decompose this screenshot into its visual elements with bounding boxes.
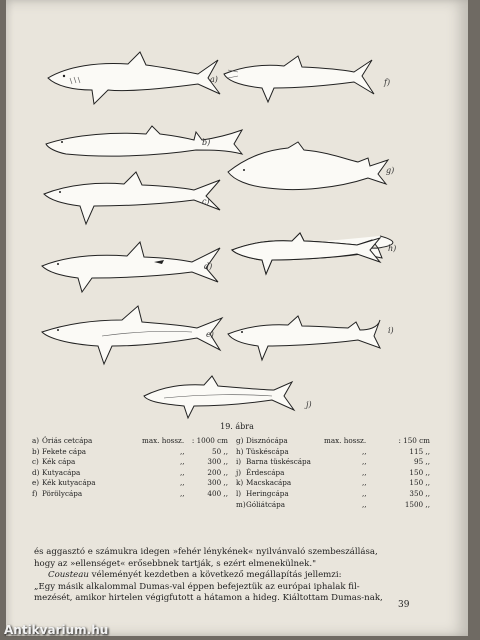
legend-value: 95 ,, (414, 457, 430, 467)
figure-label-c: c) (202, 197, 210, 206)
legend-row (32, 489, 232, 500)
shark-b-illustration (46, 126, 242, 156)
legend-name: a) (32, 436, 40, 445)
shark-f-illustration (224, 56, 374, 102)
legend-mid: ,, (180, 446, 185, 456)
legend-value: 350 ,, (409, 488, 430, 498)
figure-label-h: h) (388, 244, 397, 253)
legend-value: 400 ,, (207, 488, 228, 498)
legend-mid: ,, (362, 446, 367, 456)
legend-mid: max. hossz. (324, 436, 367, 445)
legend-name: Érdescápa (246, 467, 285, 477)
shark-c-illustration (44, 172, 220, 224)
figure-label-a: a) (210, 75, 218, 84)
legend-name: Heringcápa (246, 488, 289, 498)
legend-name: Kutyacápa (42, 467, 81, 477)
legend-mid: ,, (362, 499, 367, 509)
legend-row (236, 468, 436, 479)
legend-name: Góliátcápa (246, 499, 286, 509)
legend-mid: ,, (180, 467, 185, 477)
legend-letter: c) (32, 457, 39, 467)
legend-value: 50 ,, (212, 446, 228, 456)
body-line-rest: véleményét kezdetben a következő megállapítás jellemzi: (88, 570, 342, 581)
legend-letter: l) (236, 488, 242, 498)
legend-row (236, 478, 436, 489)
legend-mid: ,, (180, 457, 185, 467)
body-line: „Egy másik alkalommal Dumas-val éppen befejeztük az európai iphalak fil- (34, 581, 360, 592)
shark-h-illustration (232, 233, 393, 274)
legend-name: Tüskéscápa (246, 446, 289, 456)
legend-mid: ,, (362, 457, 367, 467)
legend-row (236, 489, 436, 500)
legend-letter: m) (236, 499, 246, 509)
body-line: és aggasztó e számukra idegen »fehér lénykének« nyilvánvaló szembeszállása, (34, 547, 378, 557)
legend-mid: max. hossz. (142, 436, 185, 445)
body-text (34, 547, 414, 605)
legend-name: Disznócápa (246, 436, 288, 445)
legend-left (32, 436, 232, 500)
legend-letter: b) (32, 446, 40, 456)
legend-letter: g) (236, 436, 244, 445)
shark-j-illustration (144, 376, 294, 418)
legend-name: Pörölycápa (42, 488, 83, 498)
legend-right (236, 436, 436, 510)
figure-label-b: b) (202, 138, 211, 147)
shark-illustrations (6, 0, 468, 420)
legend-row (32, 457, 232, 468)
figure-label-i: i) (388, 326, 394, 335)
figure-label-f: f) (384, 78, 391, 87)
legend-value: 300 ,, (207, 457, 228, 467)
legend-row (32, 436, 232, 447)
figure-label-g: g) (386, 166, 395, 175)
legend-letter: f) (32, 488, 38, 498)
body-italic-name: Cousteau (48, 570, 89, 581)
legend-row (236, 457, 436, 468)
legend-row (32, 468, 232, 479)
site-watermark: Antikvarium.hu (4, 623, 109, 637)
legend-row (32, 447, 232, 458)
book-page (6, 0, 468, 636)
legend-letter: i) (236, 457, 242, 467)
legend-value: 1500 ,, (404, 499, 430, 509)
legend-value: 300 ,, (207, 478, 228, 488)
shark-i-illustration (228, 316, 380, 360)
figure-label-j: j) (306, 400, 312, 409)
figure-label-e: e) (206, 330, 214, 339)
legend-name: Óriás cetcápa (42, 436, 93, 445)
legend-name: Barna tüskéscápa (246, 457, 311, 467)
legend-name: Fekete cápa (42, 446, 87, 456)
legend-name: Macskacápa (246, 478, 292, 488)
legend-mid: ,, (180, 478, 185, 488)
body-line (34, 570, 414, 582)
shark-a-illustration (48, 52, 220, 104)
shark-g-illustration (228, 142, 388, 190)
body-line: mezését, amikor hirtelen végigfutott a hátamon a hideg. Kiáltottam Dumas-nak, (34, 593, 383, 604)
legend-name: Kék kutyacápa (42, 478, 96, 488)
page-number: 39 (398, 600, 410, 610)
legend-mid: ,, (362, 488, 367, 498)
legend-row (32, 478, 232, 489)
legend-row (236, 447, 436, 458)
legend-value: 150 ,, (409, 478, 430, 488)
legend-letter: e) (32, 478, 40, 488)
legend-value: 200 ,, (207, 467, 228, 477)
legend-letter: j) (236, 467, 242, 477)
legend-mid: ,, (362, 478, 367, 488)
legend-row (236, 500, 436, 511)
legend-mid: ,, (362, 467, 367, 477)
shark-e-illustration (42, 306, 222, 364)
legend-name: Kék cápa (42, 457, 76, 467)
legend-value: 115 ,, (409, 446, 430, 456)
body-line: hogy az »ellenséget« erősebbnek tartják, s ezért elmenekülnek." (34, 558, 317, 569)
legend-mid: ,, (180, 488, 185, 498)
figure-label-d: d) (204, 262, 213, 271)
legend-letter: h) (236, 446, 244, 456)
figure-caption: 19. ábra (220, 422, 254, 431)
legend-letter: k) (236, 478, 244, 488)
legend-row (236, 436, 436, 447)
shark-d-illustration (42, 242, 220, 292)
legend-letter: d) (32, 467, 40, 477)
shark-figure (6, 0, 468, 420)
legend-value: 150 ,, (409, 467, 430, 477)
legend-value: : 150 cm (398, 436, 430, 445)
legend-value: : 1000 cm (191, 436, 228, 445)
